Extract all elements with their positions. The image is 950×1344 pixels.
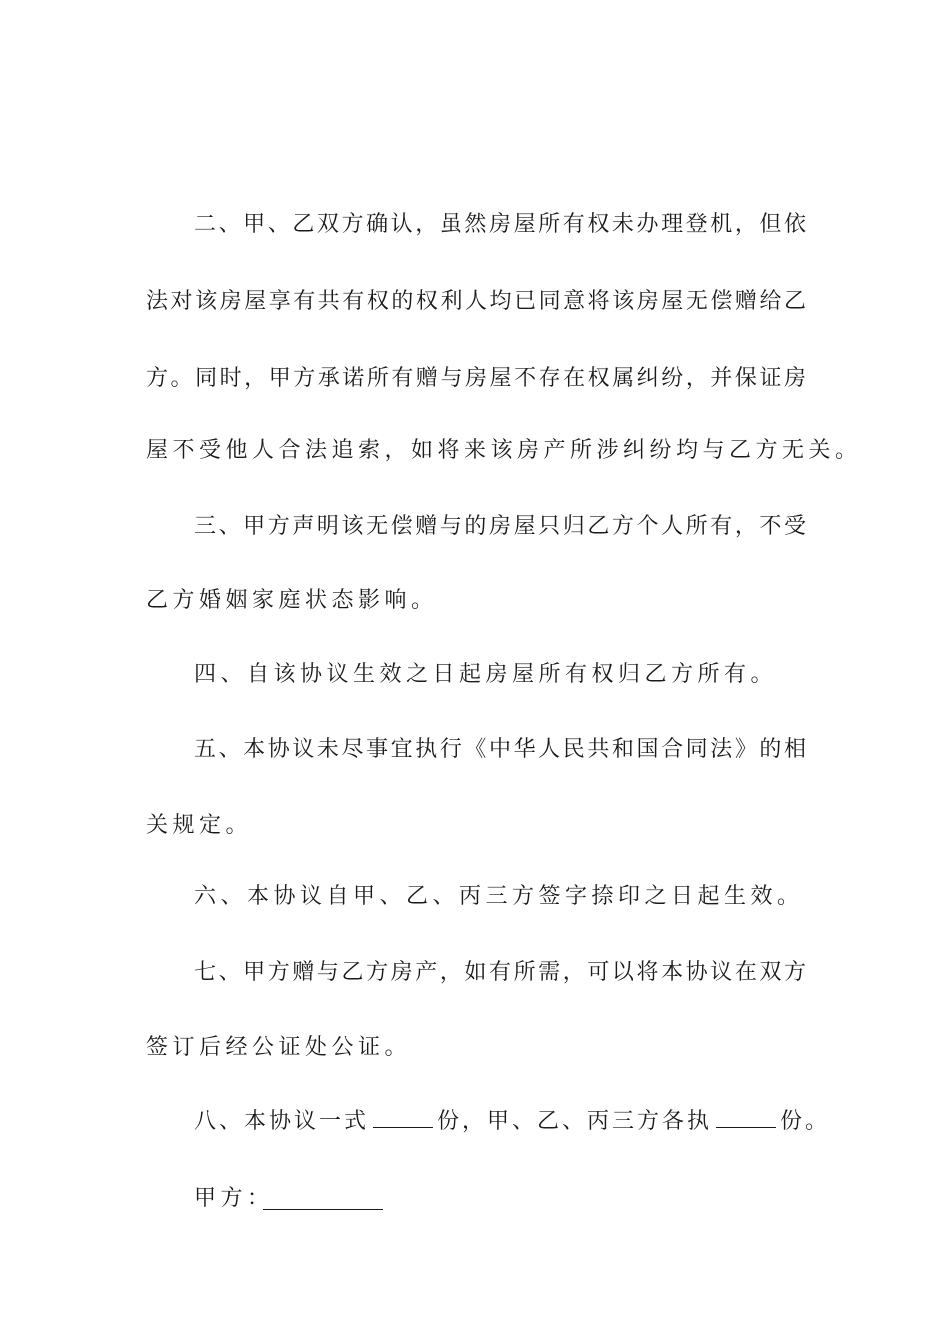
- clause-8-line: [194, 1107, 831, 1137]
- clause-2-line-1: 二、甲、乙双方确认，虽然房屋所有权未办理登机，但依: [194, 212, 806, 237]
- clause-6-line-1: 六、本协议自甲、乙、丙三方签字捺印之日起生效。: [194, 884, 804, 909]
- party-a-signature-line[interactable]: [263, 1209, 383, 1210]
- clause-2-line-4: 屋不受他人合法追索，如将来该房产所涉纠纷均与乙方无关。: [146, 438, 862, 463]
- total-copies-blank[interactable]: [373, 1107, 433, 1128]
- party-a-label: 甲方：: [194, 1186, 274, 1211]
- each-party-copies-blank[interactable]: [716, 1107, 776, 1128]
- clause-7-line-2: 签订后经公证处公证。: [146, 1035, 412, 1060]
- clause-2-line-3: 方。同时，甲方承诺所有赠与房屋不存在权属纠纷，并保证房: [146, 366, 806, 391]
- clause-8-text-1: 八、本协议一式: [194, 1109, 370, 1134]
- clause-5-line-1: 五、本协议未尽事宜执行《中华人民共和国合同法》的相: [194, 737, 806, 762]
- clause-8-text-3: 份。: [780, 1109, 831, 1134]
- clause-4-line-1: 四、自该协议生效之日起房屋所有权归乙方所有。: [194, 662, 778, 687]
- clause-5-line-2: 关规定。: [146, 813, 253, 838]
- clause-7-line-1: 七、甲方赠与乙方房产，如有所需，可以将本协议在双方: [194, 960, 806, 985]
- clause-3-line-1: 三、甲方声明该无偿赠与的房屋只归乙方个人所有，不受: [194, 514, 806, 539]
- clause-3-line-2: 乙方婚姻家庭状态影响。: [146, 588, 438, 613]
- clause-2-line-2: 法对该房屋享有共有权的权利人均已同意将该房屋无偿赠给乙: [146, 289, 806, 314]
- clause-8-text-2: 份，甲、乙、丙三方各执: [437, 1109, 713, 1134]
